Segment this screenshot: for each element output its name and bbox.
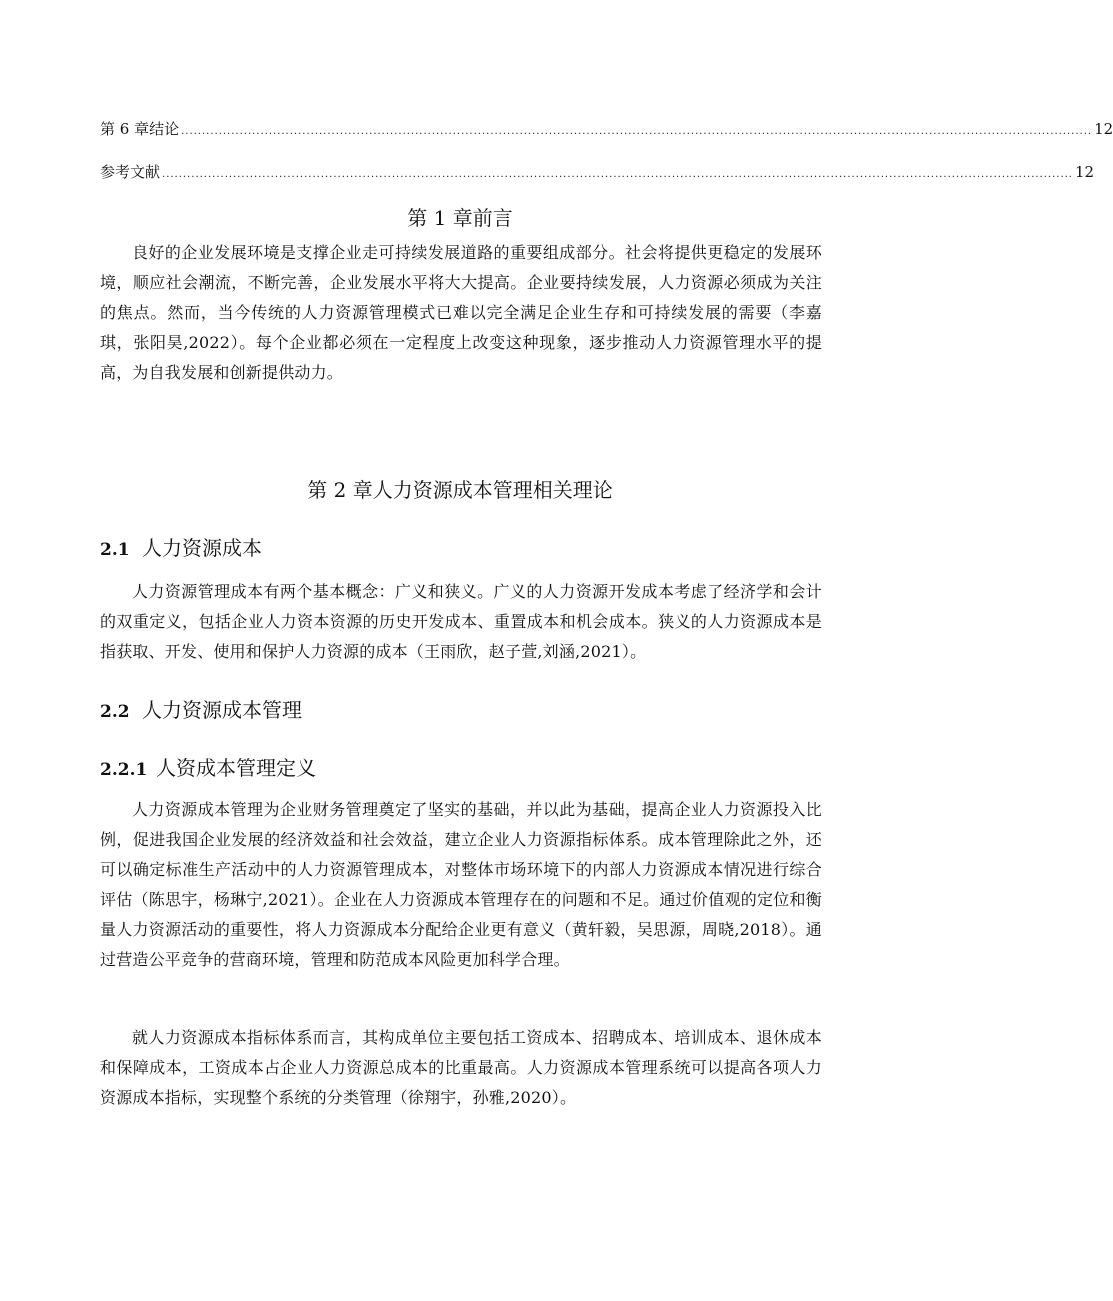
section-number: 2.2.1	[100, 760, 148, 780]
section-2-1-paragraph: 人力资源管理成本有两个基本概念：广义和狭义。广义的人力资源开发成本考虑了经济学和会计的双重定义，包括企业人力资本资源的历史开发成本、重置成本和机会成本。狭义的人力资源成本是指获取、开发、使用和保护人力资源的成本（王雨欣，赵子萱,刘涵,2021）。	[100, 582, 822, 661]
toc-leader-dots: ..........................................................................................................................................................................................................................	[162, 169, 1073, 180]
toc-entry-references[interactable]	[100, 162, 1095, 185]
section-2-2-1-paragraph-1: 人力资源成本管理为企业财务管理奠定了坚实的基础，并以此为基础，提高企业人力资源投入比例，促进我国企业发展的经济效益和社会效益，建立企业人力资源指标体系。成本管理除此之外，还可以确定标准生产活动中的人力资源管理成本，对整体市场环境下的内部人力资源成本情况进行综合评估（陈思宇，杨琳宁,2021）。企业在人力资源成本管理存在的问题和不足。通过价值观的定位和衡量人力资源活动的重要性，将人力资源成本分配给企业更有意义（黄轩毅，吴思源，周晓,2018）。通过营造公平竞争的营商环境，管理和防范成本风险更加科学合理。	[100, 800, 822, 969]
chapter-1-heading: 第 1 章前言	[407, 206, 513, 230]
section-2-2-1-heading	[100, 754, 316, 784]
toc-entry-chapter-6[interactable]	[100, 119, 1113, 142]
section-title: 人资成本管理定义	[156, 756, 316, 780]
section-2-1-heading	[100, 534, 262, 564]
chapter-1-paragraph: 良好的企业发展环境是支撑企业走可持续发展道路的重要组成部分。社会将提供更稳定的发展环境，顺应社会潮流，不断完善，企业发展水平将大大提高。企业要持续发展，人力资源必须成为关注的焦点。然而，当今传统的人力资源管理模式已难以完全满足企业生存和可持续发展的需要（李嘉琪，张阳昊,2022）。每个企业都必须在一定程度上改变这种现象，逐步推动人力资源管理水平的提高，为自我发展和创新提供动力。	[100, 243, 822, 382]
section-2-2-heading	[100, 696, 302, 726]
section-title: 人力资源成本管理	[142, 698, 302, 722]
toc-page-number: 12	[1094, 120, 1113, 138]
toc-entry-title: 第 6 章结论	[100, 120, 180, 138]
toc-leader-dots: ..........................................................................................................................................................................................................................	[181, 126, 1093, 137]
section-number: 2.1	[100, 540, 130, 560]
toc-page-number: 12	[1074, 163, 1095, 181]
section-title: 人力资源成本	[142, 536, 262, 560]
section-2-2-1-paragraph-2: 就人力资源成本指标体系而言，其构成单位主要包括工资成本、招聘成本、培训成本、退休成本和保障成本，工资成本占企业人力资源总成本的比重最高。人力资源成本管理系统可以提高各项人力资源成本指标，实现整个系统的分类管理（徐翔宇，孙雅,2020）。	[100, 1028, 822, 1107]
toc-entry-title: 参考文献	[100, 163, 161, 181]
section-number: 2.2	[100, 702, 130, 722]
chapter-2-heading: 第 2 章人力资源成本管理相关理论	[307, 478, 613, 502]
